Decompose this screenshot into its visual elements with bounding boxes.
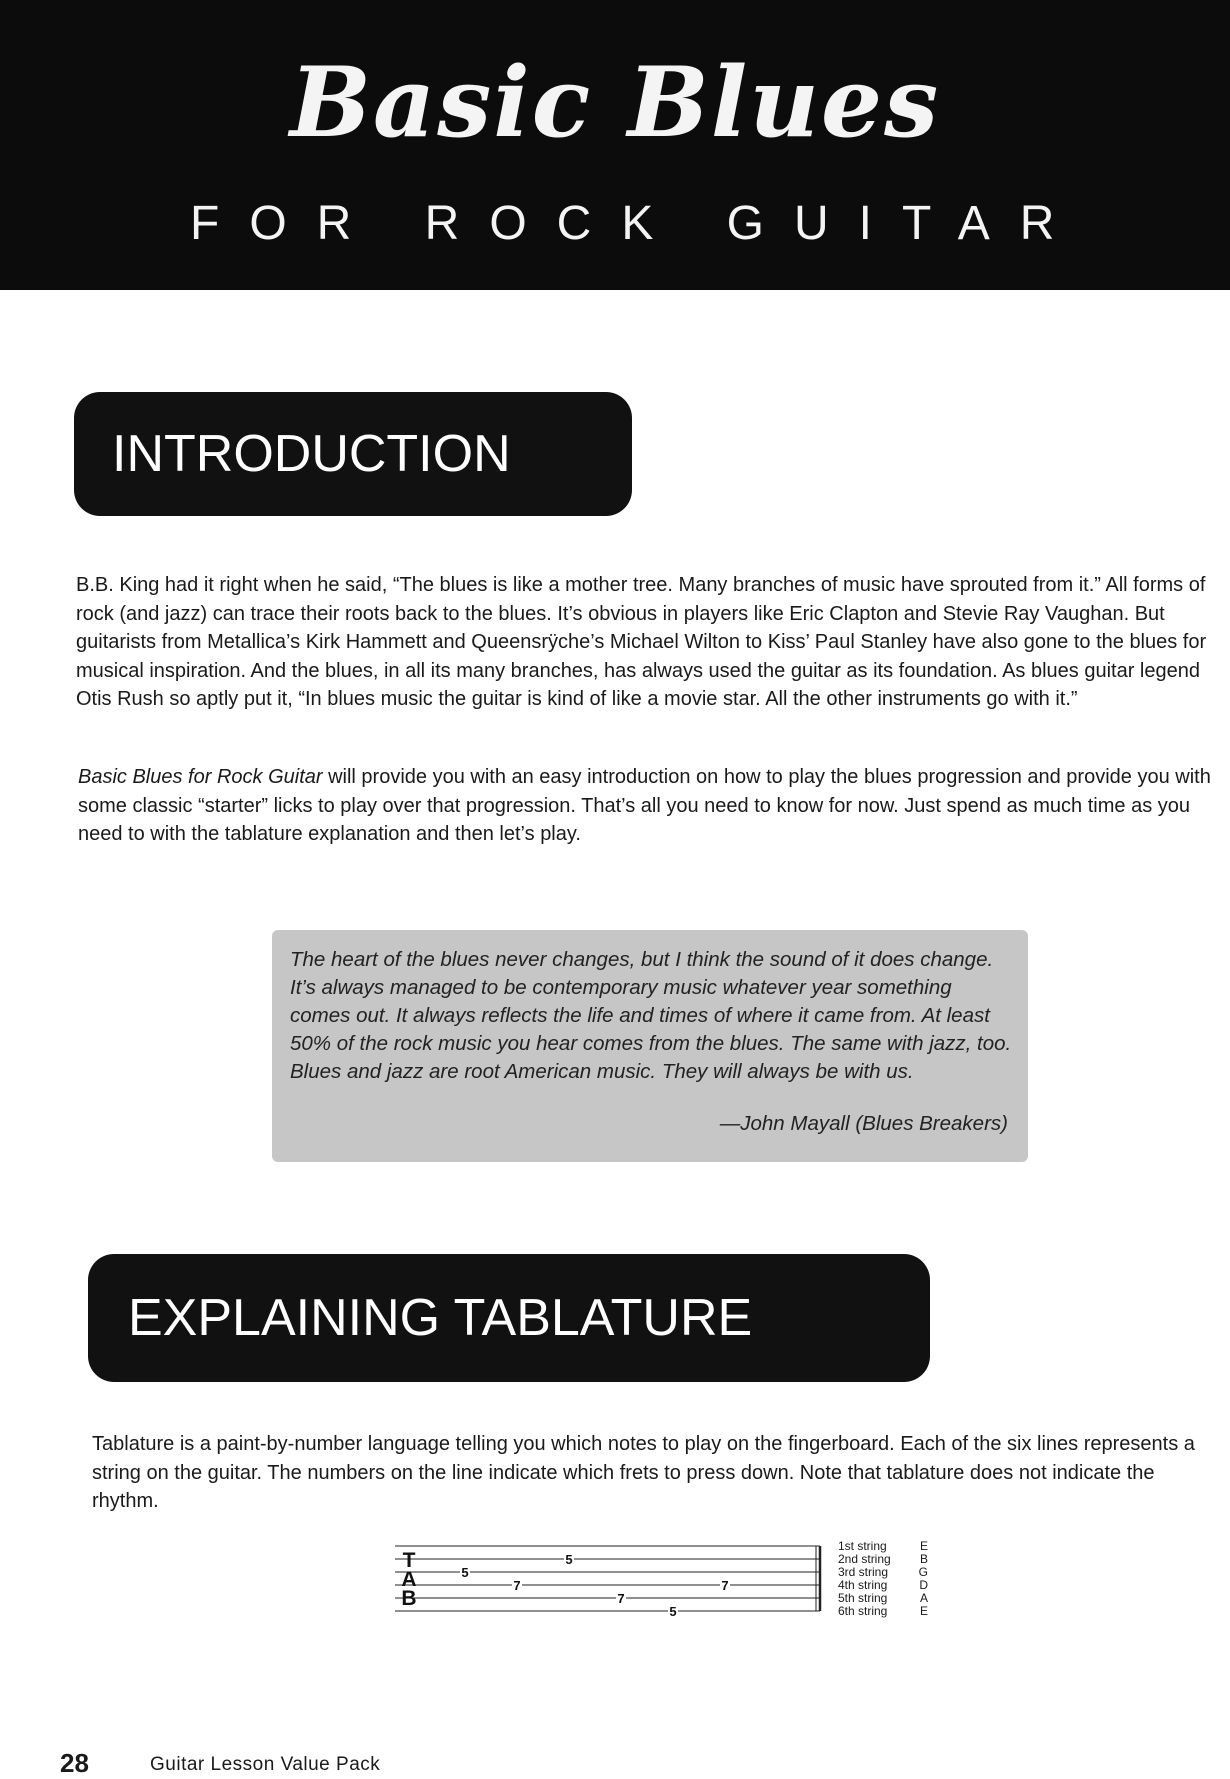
introduction-paragraph-2 [78,763,1212,849]
string-label: 3rd string [838,1565,889,1579]
tab-note-fret: 7 [721,1578,729,1593]
banner-subtitle: FOR ROCK GUITAR [190,197,1085,250]
section-heading-tablature [88,1254,930,1382]
tab-note-fret: 5 [669,1604,677,1619]
tablature-paragraph: Tablature is a paint-by-number language telling you which notes to play on the fingerboard. Each of the six lines represents a string on the guitar. The numbers on the line indicate which frets to press down. Note that tablature does not indicate the rhythm. [92,1433,1195,1512]
tab-clef-letter: A [401,1568,417,1591]
quote-text: The heart of the blues never changes, but I think the sound of it does change. It’s always managed to be contemporary music whatever year something comes out. It always reflects the life and times of where it came from. At least 50% of the rock music you hear comes from the blues. The same with jazz, too. Blues and jazz are root American music. They will always be with us. [290,948,1012,1083]
string-label: 2nd string [838,1552,891,1566]
tab-note-fret: 5 [565,1552,573,1567]
page-number: 28 [60,1748,89,1778]
string-label: 1st string [838,1539,887,1553]
string-note: G [918,1565,928,1579]
string-note: A [919,1591,928,1605]
book-title-italic: Basic Blues for Rock Guitar [78,766,323,788]
introduction-paragraph-2-rest: will provide you with an easy introduction on how to play the blues progression and provide you with some classic “starter” licks to play over that progression. That’s all you need to know for now. Just spend as much time as you need to with the tablature explanation and then let’s play. [78,766,1211,845]
tab-note-fret: 5 [461,1565,469,1580]
tab-clef-letter: B [401,1587,417,1610]
string-note: E [919,1604,928,1618]
header-banner [0,0,1230,290]
introduction-heading-text: INTRODUCTION [112,425,511,483]
string-label: 6th string [838,1604,888,1618]
string-legend-row [838,1605,928,1618]
string-note: E [919,1539,928,1553]
quote-attribution: —John Mayall (Blues Breakers) [719,1112,1008,1135]
string-label: 4th string [838,1578,888,1592]
string-note: D [919,1578,928,1592]
introduction-paragraph-1: B.B. King had it right when he said, “The blues is like a mother tree. Many branches of music have sprouted from it.” All forms of rock (and jazz) can trace their roots back to the blues. It’s obvious in players like Eric Clapton and Stevie Ray Vaughan. But guitarists from Metallica’s Kirk Hammett and Queensrÿche’s Michael Wilton to Kiss’ Paul Stanley have also gone to the blues for musical inspiration. And the blues, in all its many branches, has always used the guitar as its foundation. As blues guitar legend Otis Rush so aptly put it, “In blues music the guitar is kind of like a movie star. All the other instruments go with it.” [76,574,1207,710]
string-legend [838,1540,928,1618]
tab-note-fret: 7 [617,1591,625,1606]
section-heading-introduction [74,392,632,516]
string-note: B [919,1552,928,1566]
tablature-heading-text: EXPLAINING TABLATURE [128,1289,753,1347]
string-label: 5th string [838,1591,888,1605]
tab-note-fret: 7 [513,1578,521,1593]
banner-title: Basic Blues [289,46,941,159]
tab-clef-letter: T [402,1549,416,1572]
footer-title: Guitar Lesson Value Pack [150,1754,381,1775]
quote-box [272,930,1028,1162]
